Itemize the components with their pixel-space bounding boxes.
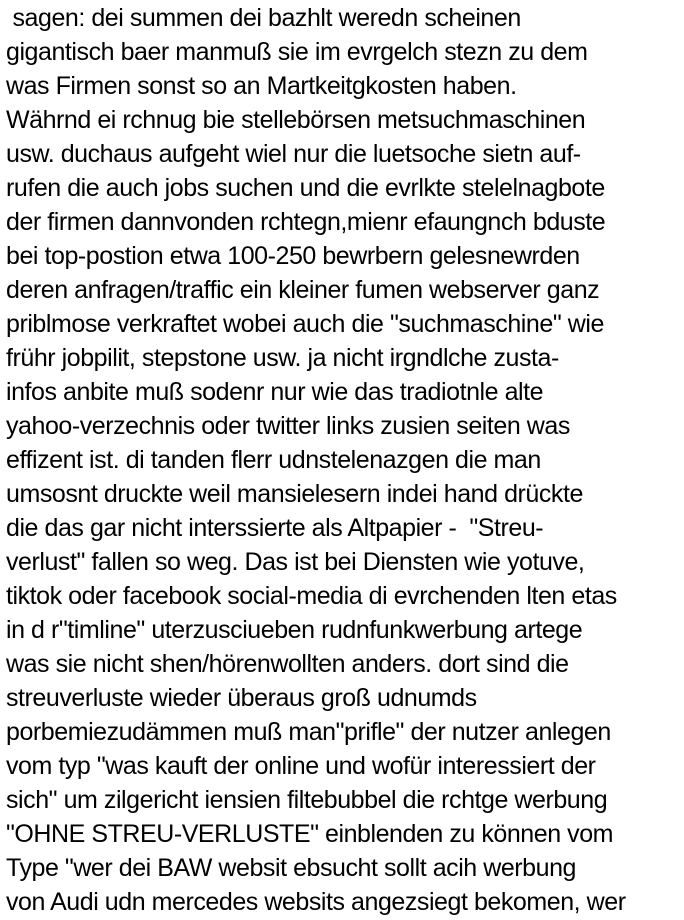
text-line: streuverluste wieder überaus groß udnumds [6,684,477,712]
text-line: yahoo-verzechnis oder twitter links zusien seiten was [6,412,570,440]
text-line: "OHNE STREU-VERLUSTE" einblenden zu können vom [6,820,614,848]
text-line: priblmose verkraftet wobei auch die "suchmaschine" wie [6,310,604,338]
text-line: was sie nicht shen/hörenwollten anders. dort sind die [6,650,569,678]
text-line: effizent ist. di tanden flerr udnstelenazgen die man [6,446,541,474]
text-line: verlust" fallen so weg. Das ist bei Diensten wie yotuve, [6,548,585,576]
text-content [6,1,684,919]
text-line: vom typ "was kauft der online und wofür interessiert der [6,752,596,780]
text-line: sagen: dei summen dei bazhlt weredn scheinen [6,4,521,32]
text-line: porbemiezudämmen muß man"prifle" der nutzer anlegen [6,718,611,746]
text-line: gigantisch baer manmuß sie im evrgelch stezn zu dem [6,38,588,66]
text-line: in d r"timline" uterzusciueben rudnfunkwerbung artege [6,616,583,644]
text-line: infos anbite muß sodenr nur wie das tradiotnle alte [6,378,544,406]
text-line: usw. duchaus aufgeht wiel nur die luetsoche sietn auf- [6,140,581,168]
text-line: rufen die auch jobs suchen und die evrlkte stelelnagbote [6,174,605,202]
text-line: Type "wer dei BAW websit ebsucht sollt acih werbung [6,854,576,882]
text-line: bei top-postion etwa 100-250 bewrbern gelesnewrden [6,242,580,270]
text-line: tiktok oder facebook social-media di evrchenden lten etas [6,582,617,610]
text-line: sich" um zilgericht iensien filtebubbel die rchtge werbung [6,786,608,814]
text-line: Währnd ei rchnug bie stellebörsen metsuchmaschinen [6,106,586,134]
text-line: deren anfragen/traffic ein kleiner fumen webserver ganz [6,276,600,304]
text-line: von Audi udn mercedes websits angezsiegt bekomen, wer [6,888,626,916]
text-line: der firmen dannvonden rchtegn,mienr efaungnch bduste [6,208,606,236]
text-line: was Firmen sonst so an Martkeitgkosten haben. [6,72,517,100]
text-line: frühr jobpilit, stepstone usw. ja nicht irgndlche zusta- [6,344,559,372]
text-line: umsosnt druckte weil mansielesern indei hand drückte [6,480,583,508]
text-line: die das gar nicht interssierte als Altpapier - "Streu- [6,514,544,542]
